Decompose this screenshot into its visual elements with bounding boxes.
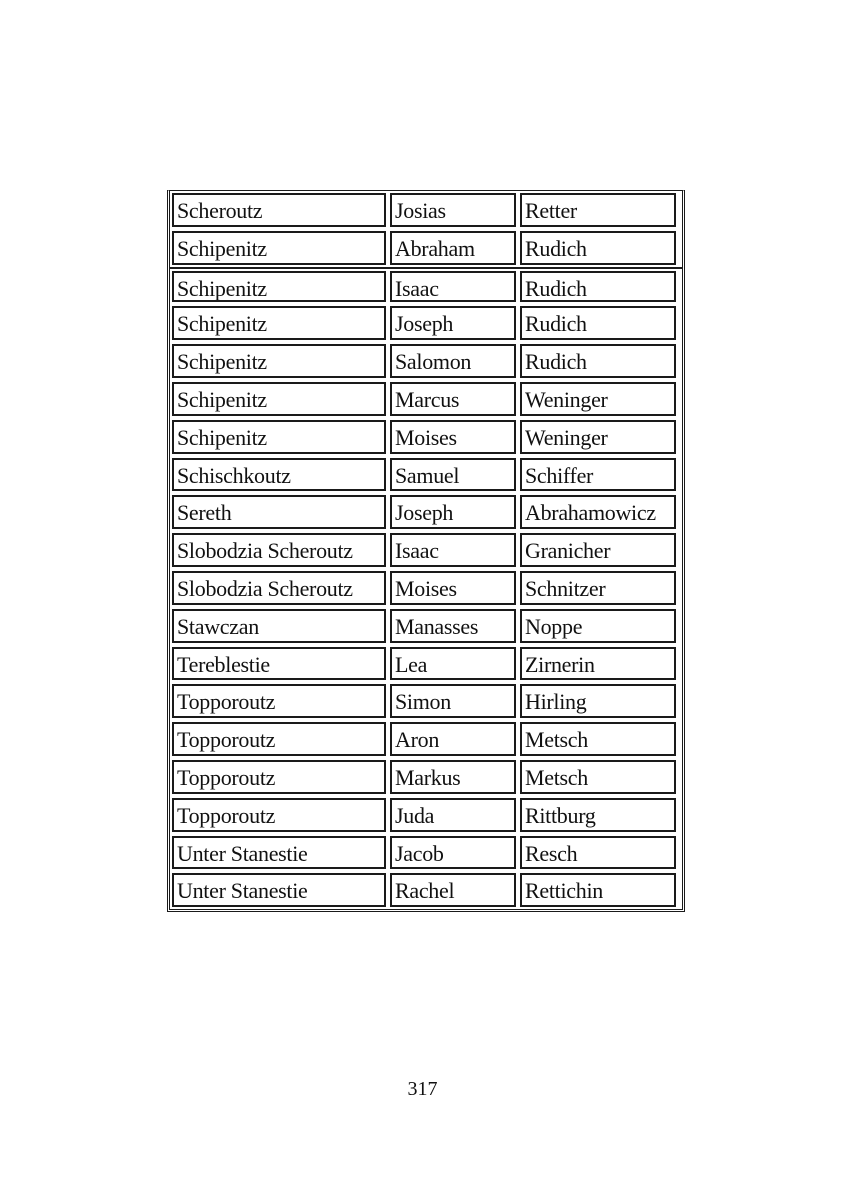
given-name-cell: Josias <box>390 193 516 227</box>
surname-cell: Rudich <box>520 306 676 340</box>
given-name-cell: Isaac <box>390 533 516 567</box>
table-row <box>170 569 682 607</box>
given-name-cell: Moises <box>390 420 516 454</box>
given-name-cell: Simon <box>390 684 516 718</box>
place-cell: Schipenitz <box>172 420 386 454</box>
table-row <box>170 342 682 380</box>
surname-cell: Schiffer <box>520 458 676 492</box>
surname-cell: Rudich <box>520 271 676 303</box>
given-name-cell: Juda <box>390 798 516 832</box>
surname-cell: Rudich <box>520 344 676 378</box>
surname-cell: Noppe <box>520 609 676 643</box>
surname-cell: Abrahamowicz <box>520 495 676 529</box>
place-cell: Unter Stanestie <box>172 873 386 907</box>
table-row <box>170 796 682 834</box>
table-row <box>170 607 682 645</box>
table-row <box>170 418 682 456</box>
place-cell: Schipenitz <box>172 231 386 265</box>
place-cell: Topporoutz <box>172 798 386 832</box>
surname-cell: Rittburg <box>520 798 676 832</box>
place-cell: Slobodzia Scheroutz <box>172 533 386 567</box>
table-row <box>170 720 682 758</box>
place-cell: Schipenitz <box>172 271 386 303</box>
place-cell: Topporoutz <box>172 722 386 756</box>
table-row <box>170 493 682 531</box>
surname-cell: Rudich <box>520 231 676 265</box>
place-cell: Unter Stanestie <box>172 836 386 870</box>
surname-cell: Metsch <box>520 722 676 756</box>
given-name-cell: Markus <box>390 760 516 794</box>
given-name-cell: Marcus <box>390 382 516 416</box>
table-row <box>170 682 682 720</box>
given-name-cell: Joseph <box>390 306 516 340</box>
place-cell: Schipenitz <box>172 344 386 378</box>
names-table <box>167 190 685 912</box>
given-name-cell: Aron <box>390 722 516 756</box>
given-name-cell: Samuel <box>390 458 516 492</box>
table-row <box>170 191 682 229</box>
place-cell: Scheroutz <box>172 193 386 227</box>
place-cell: Tereblestie <box>172 647 386 681</box>
given-name-cell: Abraham <box>390 231 516 265</box>
given-name-cell: Salomon <box>390 344 516 378</box>
table-row <box>170 304 682 342</box>
surname-cell: Weninger <box>520 420 676 454</box>
surname-cell: Hirling <box>520 684 676 718</box>
place-cell: Slobodzia Scheroutz <box>172 571 386 605</box>
table-row <box>170 645 682 683</box>
surname-cell: Rettichin <box>520 873 676 907</box>
given-name-cell: Moises <box>390 571 516 605</box>
surname-cell: Zirnerin <box>520 647 676 681</box>
place-cell: Schipenitz <box>172 382 386 416</box>
given-name-cell: Isaac <box>390 271 516 303</box>
given-name-cell: Rachel <box>390 873 516 907</box>
place-cell: Topporoutz <box>172 684 386 718</box>
table-row <box>170 834 682 872</box>
table-row <box>170 267 682 305</box>
table-row <box>170 531 682 569</box>
place-cell: Schischkoutz <box>172 458 386 492</box>
page-number: 317 <box>407 1078 438 1100</box>
place-cell: Schipenitz <box>172 306 386 340</box>
given-name-cell: Jacob <box>390 836 516 870</box>
given-name-cell: Lea <box>390 647 516 681</box>
table-row <box>170 456 682 494</box>
place-cell: Stawczan <box>172 609 386 643</box>
surname-cell: Retter <box>520 193 676 227</box>
surname-cell: Metsch <box>520 760 676 794</box>
surname-cell: Weninger <box>520 382 676 416</box>
surname-cell: Resch <box>520 836 676 870</box>
given-name-cell: Manasses <box>390 609 516 643</box>
table-row <box>170 229 682 267</box>
table-row <box>170 871 682 909</box>
place-cell: Topporoutz <box>172 760 386 794</box>
given-name-cell: Joseph <box>390 495 516 529</box>
table-row <box>170 380 682 418</box>
surname-cell: Granicher <box>520 533 676 567</box>
surname-cell: Schnitzer <box>520 571 676 605</box>
table-row <box>170 758 682 796</box>
place-cell: Sereth <box>172 495 386 529</box>
